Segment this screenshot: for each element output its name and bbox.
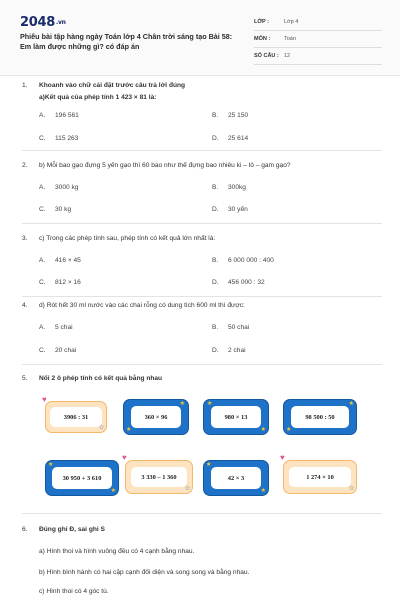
star-icon: ★ (48, 462, 54, 468)
star-icon: ★ (207, 401, 213, 407)
meta-value: 12 (284, 53, 291, 59)
option-letter: D. (212, 347, 219, 354)
card-expression: 980 × 13 (211, 406, 261, 428)
option-letter: C. (39, 347, 46, 354)
option-value: 30 yến (228, 206, 248, 213)
question-head (22, 235, 382, 245)
divider (22, 296, 382, 297)
option-c[interactable] (39, 347, 76, 354)
divider (22, 513, 382, 514)
option-letter: D. (212, 279, 219, 286)
match-card-7[interactable] (203, 460, 269, 496)
option-value: 115 263 (55, 135, 79, 142)
option-d[interactable] (212, 135, 248, 142)
question-number: 4. (22, 302, 28, 309)
option-letter: D. (212, 135, 219, 142)
question-head (22, 375, 382, 385)
heart-icon: ♥ (42, 395, 47, 404)
option-value: 20 chai (55, 347, 77, 354)
option-value: 2 chai (228, 347, 246, 354)
question-head (22, 526, 382, 536)
question-head (22, 82, 382, 92)
question-number: 6. (22, 526, 28, 533)
star-icon: ★ (260, 427, 266, 433)
question-5 (22, 375, 382, 494)
star-icon: ★ (286, 427, 292, 433)
card-expression: 98 500 : 50 (291, 406, 349, 428)
option-letter: B. (212, 112, 219, 119)
option-a[interactable] (39, 184, 78, 191)
flower-icon: ✿ (184, 486, 190, 492)
meta-key: MÔN : (254, 36, 271, 42)
option-value: 300kg (228, 184, 246, 191)
option-d[interactable] (212, 279, 265, 286)
page-header (0, 0, 400, 76)
option-b[interactable] (212, 324, 249, 331)
option-value: 196 561 (55, 112, 79, 119)
meta-value: Toán (284, 36, 296, 42)
question-1 (22, 82, 382, 142)
option-letter: A. (39, 184, 46, 191)
statement-a: a) Hình thoi và hình vuông đều có 4 cạnh bằng nhau. (39, 548, 195, 555)
option-value: 416 × 45 (55, 257, 81, 264)
option-value: 456 000 : 32 (228, 279, 265, 286)
option-letter: C. (39, 206, 46, 213)
star-icon: ★ (260, 488, 266, 494)
match-card-8[interactable] (280, 453, 357, 494)
card-expression: 3906 : 31 (50, 407, 102, 427)
option-letter: B. (212, 257, 219, 264)
meta-value: Lớp 4 (284, 19, 299, 25)
question-text: c) Trong các phép tính sau, phép tính có kết quả lớn nhất là: (39, 235, 216, 242)
divider (22, 364, 382, 365)
option-letter: B. (212, 324, 219, 331)
question-3 (22, 235, 382, 286)
question-text: Khoanh vào chữ cái đặt trước câu trả lời đúng (39, 82, 186, 89)
question-head (22, 302, 382, 312)
star-icon: ★ (206, 462, 212, 468)
flower-icon: ✿ (348, 486, 354, 492)
question-subtext: a)Kết quả của phép tính 1 423 × 81 là: (39, 94, 157, 101)
statement-c: c) Hình thoi có 4 góc tù. (39, 588, 109, 595)
option-c[interactable] (39, 135, 78, 142)
question-4 (22, 302, 382, 354)
option-d[interactable] (212, 347, 246, 354)
option-c[interactable] (39, 279, 81, 286)
option-value: 3000 kg (55, 184, 79, 191)
option-a[interactable] (39, 257, 81, 264)
document-title: Phiếu bài tập hàng ngày Toán lớp 4 Chân trời sáng tạo Bài 58: Em làm được những gì? có đáp án (20, 32, 233, 51)
question-number: 3. (22, 235, 28, 242)
option-value: 30 kg (55, 206, 72, 213)
option-value: 25 614 (228, 135, 249, 142)
option-letter: C. (39, 135, 46, 142)
question-text: Nối 2 ô phép tính có kết quả bằng nhau (39, 375, 163, 382)
question-number: 2. (22, 162, 28, 169)
option-value: 25 150 (228, 112, 249, 119)
star-icon: ★ (179, 401, 185, 407)
meta-row-subject (254, 31, 382, 48)
question-text: b) Mỗi bao gạo đựng 5 yến gạo thì 60 bao như thế đựng bao nhiêu ki – lô – gam gạo? (39, 162, 291, 169)
option-b[interactable] (212, 257, 274, 264)
heart-icon: ♥ (280, 453, 285, 462)
option-letter: D. (212, 206, 219, 213)
heart-icon: ♥ (122, 453, 127, 462)
question-text: Đúng ghi Đ, sai ghi S (39, 526, 105, 533)
option-b[interactable] (212, 184, 246, 191)
match-card-1[interactable] (42, 395, 107, 433)
card-expression: 42 × 3 (211, 467, 261, 489)
meta-row-count (254, 48, 382, 65)
card-expression: 1 274 × 10 (289, 467, 351, 487)
match-card-4[interactable] (283, 399, 357, 435)
option-letter: A. (39, 257, 46, 264)
flower-icon: ✿ (98, 425, 104, 431)
option-letter: C. (39, 279, 46, 286)
option-a[interactable] (39, 324, 73, 331)
match-card-5[interactable] (45, 460, 119, 496)
match-card-3[interactable] (203, 399, 269, 435)
meta-row-class (254, 14, 382, 31)
logo-text: 2048 (20, 15, 55, 30)
option-value: 5 chai (55, 324, 73, 331)
option-value: 50 chai (228, 324, 250, 331)
divider (22, 150, 382, 151)
match-card-6[interactable] (122, 453, 193, 494)
question-head (22, 162, 382, 172)
card-expression: 3 330 – 1 360 (131, 467, 187, 487)
option-value: 812 × 16 (55, 279, 81, 286)
star-icon: ★ (110, 488, 116, 494)
meta-info (254, 14, 382, 65)
divider (22, 223, 382, 224)
star-icon: ★ (126, 427, 132, 433)
option-b[interactable] (212, 112, 248, 119)
option-c[interactable] (39, 206, 71, 213)
option-a[interactable] (39, 112, 79, 119)
option-letter: A. (39, 112, 46, 119)
option-letter: A. (39, 324, 46, 331)
question-number: 5. (22, 375, 28, 382)
match-card-2[interactable] (123, 399, 189, 435)
option-value: 6 000 000 : 400 (228, 257, 274, 264)
question-6 (22, 526, 382, 595)
option-d[interactable] (212, 206, 248, 213)
statement-b: b) Hình bình hành có hai cặp cạnh đối diện và song song và bằng nhau. (39, 569, 250, 576)
site-logo[interactable] (20, 15, 66, 30)
question-2 (22, 162, 382, 213)
meta-key: SỐ CÂU : (254, 53, 279, 59)
meta-key: LỚP : (254, 19, 269, 25)
star-icon: ★ (348, 401, 354, 407)
option-letter: B. (212, 184, 219, 191)
logo-suffix: .vn (55, 19, 66, 26)
question-number: 1. (22, 82, 28, 89)
card-expression: 360 × 96 (131, 406, 181, 428)
question-text: d) Rót hết 30 ml nước vào các chai rỗng có dung tích 600 ml thì được: (39, 302, 245, 309)
card-expression: 30 950 + 3 610 (52, 467, 112, 489)
